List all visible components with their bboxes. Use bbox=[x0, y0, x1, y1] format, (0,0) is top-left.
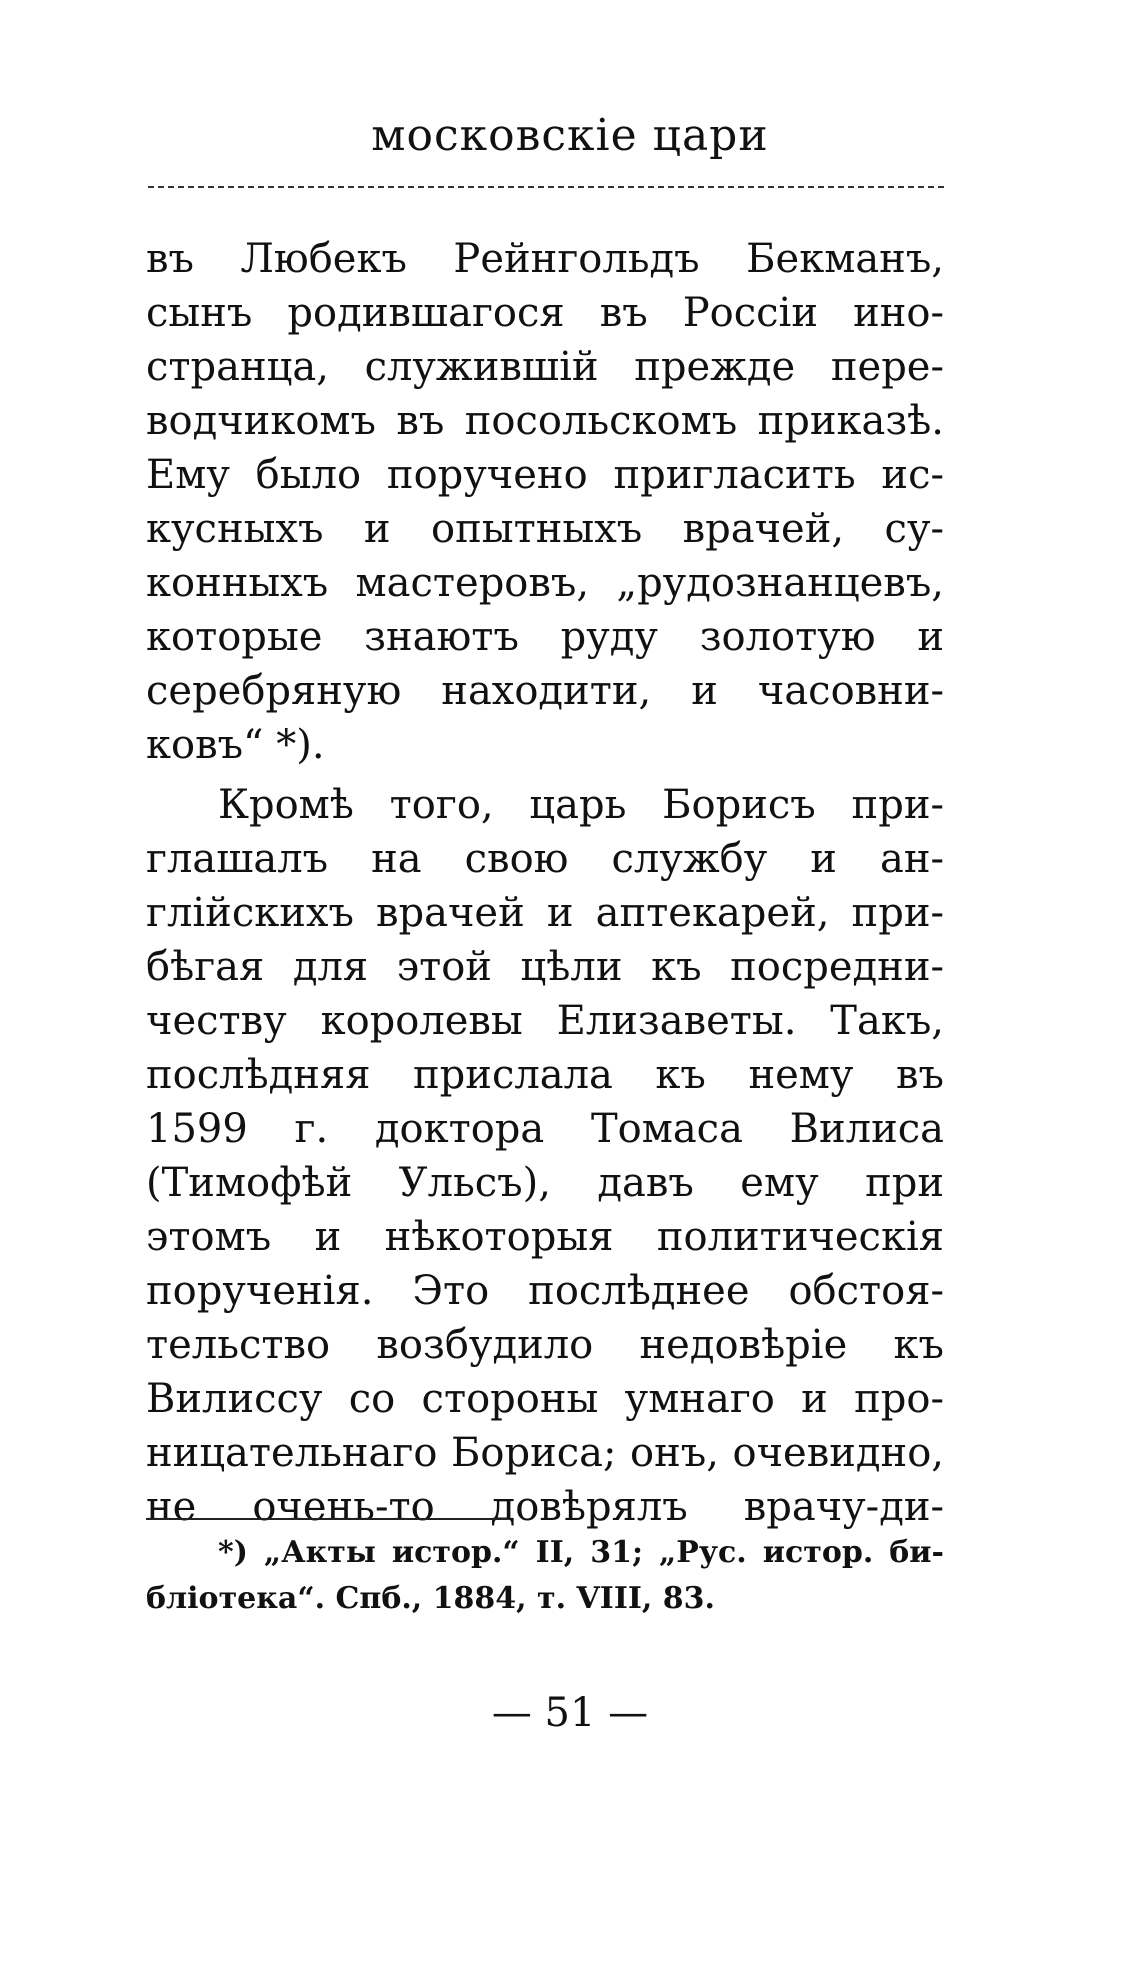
text-line: въ Любекъ Рейнгольдъ Бекманъ, bbox=[146, 236, 944, 282]
text-line: бѣгая для этой цѣли къ посредни- bbox=[146, 944, 944, 990]
text-line: водчикомъ въ посольскомъ приказѣ. bbox=[146, 398, 944, 444]
body-text bbox=[146, 232, 944, 1534]
text-line: кусныхъ и опытныхъ врачей, су- bbox=[146, 506, 944, 552]
text-line: странца, служившій прежде пере- bbox=[146, 344, 944, 390]
text-line: ковъ“ *). bbox=[146, 722, 325, 768]
text-line: глашалъ на свою службу и ан- bbox=[146, 836, 944, 882]
text-line: (Тимофѣй Ульсъ), давъ ему при bbox=[146, 1160, 944, 1206]
text-line: послѣдняя прислала къ нему въ bbox=[146, 1052, 944, 1098]
text-line: которые знаютъ руду золотую и bbox=[146, 614, 944, 660]
footnote-line: *) „Акты истор.“ II, 31; „Рус. истор. би- bbox=[218, 1535, 944, 1570]
footnotes bbox=[146, 1530, 944, 1622]
text-line: 1599 г. доктора Томаса Вилиса bbox=[146, 1106, 944, 1152]
text-line: глійскихъ врачей и аптекарей, при- bbox=[146, 890, 944, 936]
text-line: Кромѣ того, царь Борисъ при- bbox=[218, 782, 944, 828]
header-rule bbox=[148, 186, 944, 188]
footnote-line: бліотека“. Спб., 1884, т. VIII, 83. bbox=[146, 1581, 715, 1616]
text-line: не очень-то довѣрялъ врачу-ди- bbox=[146, 1484, 944, 1530]
text-line: Вилиссу со стороны умнаго и про- bbox=[146, 1376, 944, 1422]
text-line: честву королевы Елизаветы. Такъ, bbox=[146, 998, 944, 1044]
text-line: ницательнаго Бориса; онъ, очевидно, bbox=[146, 1430, 944, 1476]
page-number: — 51 — bbox=[491, 1690, 649, 1736]
text-line: конныхъ мастеровъ, „рудознанцевъ, bbox=[146, 560, 944, 606]
text-line: этомъ и нѣкоторыя политическія bbox=[146, 1214, 944, 1260]
text-line: сынъ родившагося въ Россіи ино- bbox=[146, 290, 944, 336]
running-head: московскіе цари bbox=[371, 110, 769, 161]
text-line: порученія. Это послѣднее обстоя- bbox=[146, 1268, 944, 1314]
text-line: Ему было поручено пригласить ис- bbox=[146, 452, 944, 498]
text-line: тельство возбудило недовѣріе къ bbox=[146, 1322, 944, 1368]
footnote-rule bbox=[146, 1518, 506, 1520]
text-line: серебряную находити, и часовни- bbox=[146, 668, 944, 714]
